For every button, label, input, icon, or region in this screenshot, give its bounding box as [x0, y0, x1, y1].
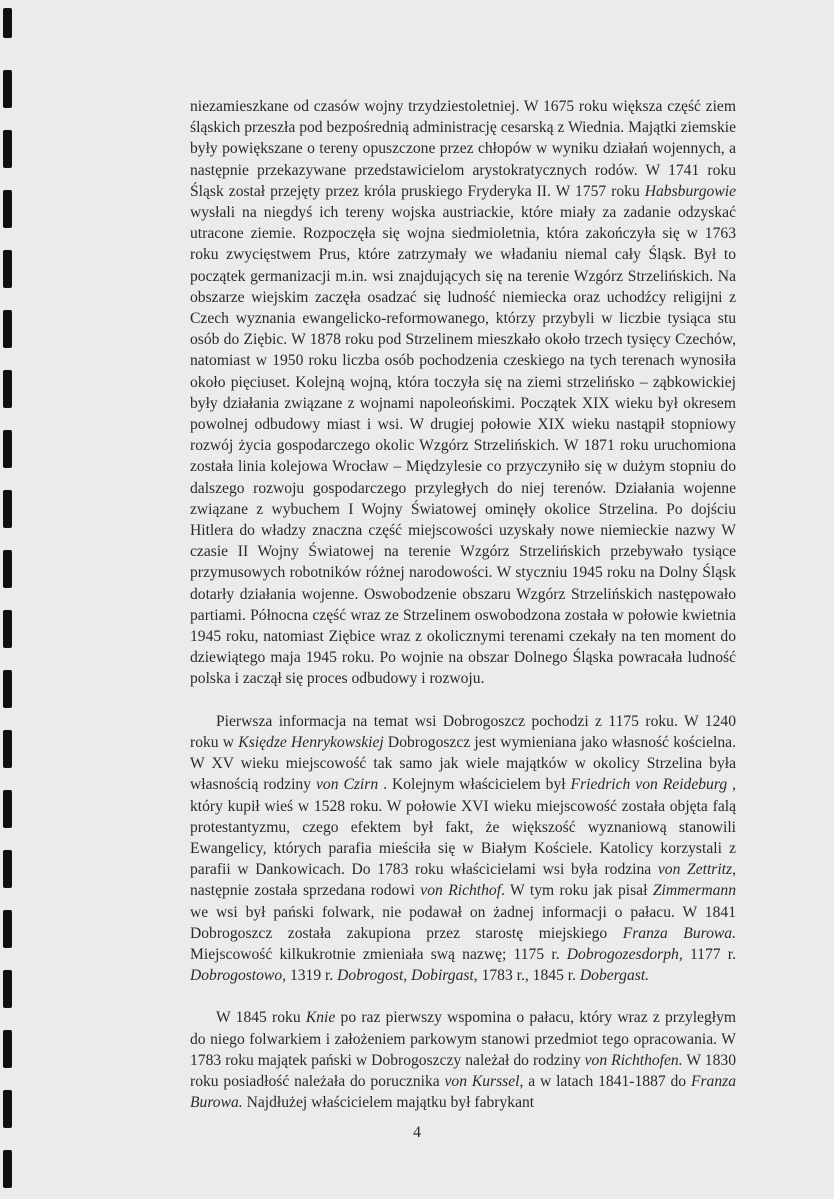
document-body — [190, 96, 736, 1113]
italic-name: Dobergast. — [579, 967, 650, 985]
text-run: wysłali na niegdyś ich tereny wojska austriackie, które miały za zadanie odzyskać utracone ziemie. Rozpoczęła się wojna siedmioletnia, która zakończyła się w 1763 roku zwycięstwem Prus, które zatrzymały we władaniu niemal cały Śląsk. Był to początek germanizacji m.in. wsi znajdujących się na terenie Wzgórz Strzelińskich. Na obszarze wiejskim zaczęła osadzać się ludność niemiecka oraz uchodźcy religijni z Czech wyznania ewangelicko-reformowanego, którzy przybyli w liczbie tysiąca stu osób do Ziębic. W 1878 roku pod Strzelinem mieszkało około trzech tysięcy Czechów, natomiast w 1950 roku liczba osób pochodzenia czeskiego na tych terenach wynosiła około pięciuset. Kolejną wojną, która toczyła się na ziemi strzelińsko – ząbkowickiej były działania związane z wojnami napoleońskimi. Początek XIX wieku był okresem powolnej odbudowy miast i wsi. W drugiej połowie XIX wieku nastąpił stopniowy rozwój życia gospodarczego okolic Wzgórz Strzelińskich. W 1871 roku uruchomiona została linia kolejowa Wrocław – Międzylesie co przyczyniło się w dużym stopniu do dalszego rozwoju gospodarczego przyległych do niej terenów. Działania wojenne związane z wybuchem I Wojny Światowej ominęły okolice Strzelina. Po dojściu Hitlera do władzy znaczna część miejscowości uzyskały nowe niemieckie nazwy W czasie II Wojny Światowej na terenie Wzgórz Strzelińskich przebywało tysiące przymusowych robotników różnej narodowości. W styczniu 1945 roku na Dolny Śląsk dotarły działania wojenne. Oswobodzenie obszaru Wzgórz Strzelińskich następowało partiami. Północna część wraz ze Strzelinem oswobodzona została w połowie kwietnia 1945 roku, natomiast Ziębice wraz z okolicznymi terenami czekały na ten moment do dziewiątego maja 1945 roku. Po wojnie na obszar Dolnego Śląska powracała ludność polska i zaczął się proces odbudowy i rozwoju. — [190, 204, 736, 688]
italic-name: von Richthof — [420, 882, 502, 900]
text-run: W 1845 roku — [216, 1009, 306, 1027]
italic-name: von Czirn — [315, 776, 379, 794]
binding-hole — [3, 790, 12, 828]
italic-name: von Richthofen. — [584, 1051, 683, 1069]
binding-hole — [3, 430, 12, 468]
binding-hole — [3, 850, 12, 888]
text-run: Miejscowość kilkukrotnie zmieniała swą nazwę; 1175 r. — [190, 945, 567, 963]
binding-hole — [3, 8, 12, 38]
text-run: , następnie została sprzedana rodowi — [190, 861, 736, 900]
italic-name: Dobrogost, Dobirgast — [337, 967, 474, 985]
text-run: W 1830 roku posiadłość należała do porucznika — [190, 1051, 736, 1090]
paragraph-dobrogoszcz-origins — [190, 711, 736, 987]
paragraph-palace-owners — [190, 1007, 736, 1113]
binding-hole — [3, 1030, 12, 1068]
binding-hole — [3, 130, 12, 168]
italic-name: Friedrich von Reideburg — [570, 776, 728, 794]
italic-name: Habsburgowie — [644, 182, 736, 200]
binding-hole — [3, 70, 12, 108]
text-run: . Kolejnym właścicielem był — [378, 776, 571, 794]
italic-name: Franza Burowa. — [622, 924, 736, 942]
text-run: , a w latach 1841-1887 do — [519, 1072, 691, 1090]
italic-name: Knie — [305, 1009, 336, 1027]
binding-hole — [3, 190, 12, 228]
italic-name: von Zettritz — [657, 861, 733, 879]
text-run: niezamieszkane od czasów wojny trzydziestoletniej. W 1675 roku większa część ziem śląskich przeszła pod bezpośrednią administrację cesarską z Wiednia. Majątki ziemskie były powiększane o tereny opuszczone przez chłopów w wyniku działań wojennych, a następnie przekazywane przedstawicielom arystokratycznych rodów. W 1741 roku Śląsk został przejęty przez króla pruskiego Fryderyka II. W 1757 roku — [190, 98, 736, 200]
italic-name: Franza Burowa. — [190, 1072, 736, 1112]
binding-hole — [3, 610, 12, 648]
binding-hole — [3, 1090, 12, 1128]
text-run: 1177 r. — [682, 945, 736, 963]
text-run: , 1319 r. — [282, 967, 338, 985]
text-run: Dobrogoszcz jest wymieniana jako własność kościelna. W XV wieku miejscowość tak samo jak wiele majątków w okolicy Strzelina była własnością rodziny — [190, 733, 736, 794]
binding-hole — [3, 910, 12, 948]
binding-hole — [3, 730, 12, 768]
text-run: Pierwsza informacja na temat wsi Dobrogoszcz pochodzi z 1175 roku. W 1240 roku w — [190, 712, 736, 751]
binding-hole — [3, 670, 12, 708]
italic-name: von Kurssel — [444, 1072, 520, 1090]
binding-hole — [3, 1150, 12, 1188]
binding-hole — [3, 970, 12, 1008]
italic-name: Zimmermann — [652, 882, 736, 900]
binding-hole — [3, 370, 12, 408]
text-run: we wsi był pański folwark, nie podawał on żadnej informacji o pałacu. W 1841 Dobrogoszcz została zakupiona przez starostę miejskiego — [190, 903, 736, 942]
italic-name: Dobrogostowo — [190, 967, 283, 985]
page-number: 4 — [413, 1124, 421, 1141]
text-run: po raz pierwszy wspomina o pałacu, który wraz z przyległym do niego folwarkiem i założeniem parkowym stanowi przedmiot tego opracowania. W 1783 roku majątek pański w Dobrogoszczy należał do rodziny — [190, 1009, 737, 1069]
text-run: , 1783 r., 1845 r. — [473, 967, 580, 985]
italic-name: Dobrogozesdorph, — [566, 945, 683, 963]
binding-hole — [3, 310, 12, 348]
paragraph-history — [190, 96, 736, 690]
text-run: . W tym roku jak pisał — [501, 882, 653, 900]
text-run: Najdłużej właścicielem majątku był fabrykant — [242, 1094, 535, 1112]
binding-hole — [3, 250, 12, 288]
binding-holes — [0, 0, 24, 1199]
text-run: , który kupił wieś w 1528 roku. W połowie XVI wieku miejscowość została objęta falą protestantyzmu, czego efektem był fakt, że większość wyznaniową stanowili Ewangelicy, których parafia mieściła się w Białym Kościele. Katolicy korzystali z parafii w Dankowicach. Do 1783 roku właścicielami wsi była rodzina — [190, 776, 737, 879]
binding-hole — [3, 490, 12, 528]
binding-hole — [3, 550, 12, 588]
italic-name: Księdze Henrykowskiej — [238, 733, 384, 751]
